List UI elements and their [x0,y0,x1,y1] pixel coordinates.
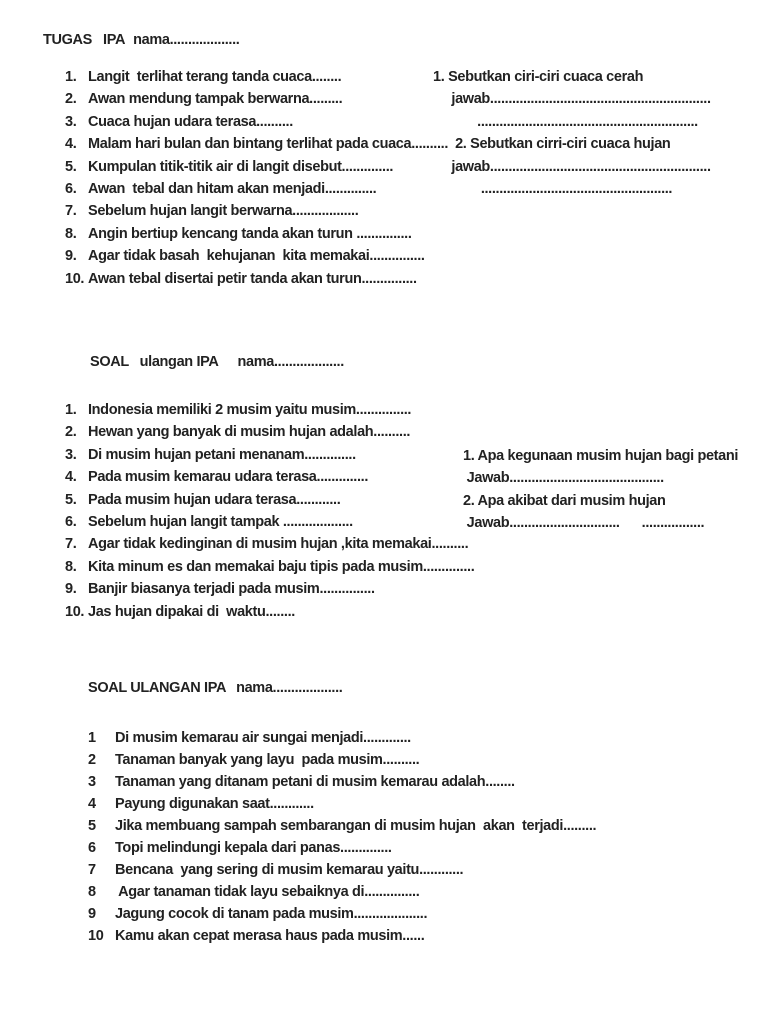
question-text: Awan tebal dan hitam akan menjadi.............. [88,180,377,197]
question-row [88,881,596,903]
essay-line: 2. Apa akibat dari musim hujan [463,492,666,509]
question-text: Di musim hujan petani menanam.............. [88,446,356,463]
question-text: Agar tidak kedinginan di musim hujan ,kita memakai.......... [88,536,469,553]
question-number: 8. [65,225,77,242]
essay-line: 1. Apa kegunaan musim hujan bagi petani [463,448,739,464]
question-row [65,556,474,578]
question-row [65,66,448,88]
question-number: 1. [65,402,77,418]
question-text: Indonesia memiliki 2 musim yaitu musim............... [88,402,412,418]
question-row [65,200,448,222]
question-number: 7 [88,862,96,878]
essay-line: Jawab.............................. ................. [463,515,705,532]
question-text: Malam hari bulan dan bintang terlihat pada cuaca.......... [88,136,448,153]
question-number: 10. [65,270,85,287]
question-text: Langit terlihat terang tanda cuaca........ [88,69,342,85]
question-number: 5. [65,158,77,175]
question-text: Tanaman yang ditanam petani di musim kemarau adalah........ [115,774,515,790]
essay-line: jawab............................................................ [433,158,711,175]
question-row [65,601,474,623]
question-number: 3 [88,774,96,790]
question-text: Pada musim hujan udara terasa............ [88,491,341,508]
question-text: Topi melindungi kepala dari panas.............. [115,840,392,856]
essay-line: ............................................................ [433,113,698,130]
essay-line: .................................................... [433,180,673,197]
question-row [65,178,448,200]
section1-header [43,32,239,48]
section1-question-list [65,66,448,290]
question-text: Sebelum hujan langit tampak ................... [88,513,353,530]
question-number: 8. [65,558,77,575]
question-number: 6 [88,840,96,856]
question-number: 7. [65,203,77,220]
question-row [65,156,448,178]
question-row [65,268,448,290]
section2-essay-questions [463,445,738,535]
question-row [65,578,474,600]
question-row [88,815,596,837]
question-row [65,88,448,110]
question-number: 4. [65,469,77,486]
question-number: 1 [88,730,96,746]
essay-line: jawab............................................................ [433,91,711,108]
question-row [65,489,474,511]
question-text: Jika membuang sampah sembarangan di musim hujan akan terjadi......... [115,818,597,834]
question-row [88,925,596,947]
section2-question-list [65,399,474,623]
section3-title: SOAL ULANGAN IPA [88,680,227,696]
question-number: 9. [65,248,77,265]
question-row [88,903,596,925]
question-number: 8 [88,884,96,900]
question-number: 10 [88,928,104,944]
question-text: Kamu akan cepat merasa haus pada musim...... [115,928,425,944]
question-text: Payung digunakan saat............ [115,796,314,812]
question-row [65,245,448,267]
question-row [65,444,474,466]
question-text: Awan tebal disertai petir tanda akan turun............... [88,270,417,287]
section2-title: SOAL ulangan IPA [90,354,219,370]
question-row [65,223,448,245]
question-text: Kita minum es dan memakai baju tipis pada musim.............. [88,558,475,575]
question-row [65,399,474,421]
question-text: Agar tanaman tidak layu sebaiknya di............... [115,884,420,900]
question-number: 5. [65,491,77,508]
question-number: 1. [65,69,77,85]
question-number: 2. [65,424,77,441]
section1-title: TUGAS IPA [43,32,126,48]
question-text: Pada musim kemarau udara terasa.............. [88,469,369,486]
question-row [88,727,596,749]
question-number: 9 [88,906,96,922]
question-number: 9. [65,581,77,598]
question-row [65,421,474,443]
section1-name-blank: nama................... [133,32,240,48]
question-number: 6. [65,180,77,197]
question-text: Jas hujan dipakai di waktu........ [88,603,295,620]
question-text: Hewan yang banyak di musim hujan adalah.......... [88,424,411,441]
question-text: Bencana yang sering di musim kemarau yaitu............ [115,862,464,878]
question-row [88,771,596,793]
question-number: 10. [65,603,85,620]
question-text: Awan mendung tampak berwarna......... [88,91,343,108]
question-text: Di musim kemarau air sungai menjadi............. [115,730,411,746]
question-row [88,749,596,771]
question-text: Agar tidak basah kehujanan kita memakai............... [88,248,425,265]
question-text: Sebelum hujan langit berwarna.................. [88,203,359,220]
question-row [65,511,474,533]
question-number: 2. [65,91,77,108]
essay-line: Jawab.......................................... [463,470,664,487]
question-row [88,837,596,859]
question-number: 4. [65,136,77,153]
section2-header [90,354,344,370]
question-text: Jagung cocok di tanam pada musim.................... [115,906,428,922]
question-number: 6. [65,513,77,530]
question-number: 2 [88,752,96,768]
question-text: Tanaman banyak yang layu pada musim.......... [115,752,420,768]
essay-line: 2. Sebutkan cirri-ciri cuaca hujan [433,136,671,153]
question-number: 5 [88,818,96,834]
section3-question-list [88,727,596,947]
question-row [65,466,474,488]
section2-name-blank: nama................... [237,354,344,370]
section3-header [88,680,342,696]
question-row [65,111,448,133]
question-row [65,133,448,155]
question-number: 7. [65,536,77,553]
section3-name-blank: nama................... [236,680,343,696]
question-number: 3. [65,446,77,463]
question-number: 4 [88,796,96,812]
question-row [88,793,596,815]
question-text: Kumpulan titik-titik air di langit disebut.............. [88,158,394,175]
question-text: Banjir biasanya terjadi pada musim............... [88,581,375,598]
question-row [88,859,596,881]
question-text: Cuaca hujan udara terasa.......... [88,113,293,130]
section1-essay-questions [433,66,711,200]
essay-line: 1. Sebutkan ciri-ciri cuaca cerah [433,69,644,85]
question-row [65,533,474,555]
question-number: 3. [65,113,77,130]
question-text: Angin bertiup kencang tanda akan turun ............... [88,225,412,242]
